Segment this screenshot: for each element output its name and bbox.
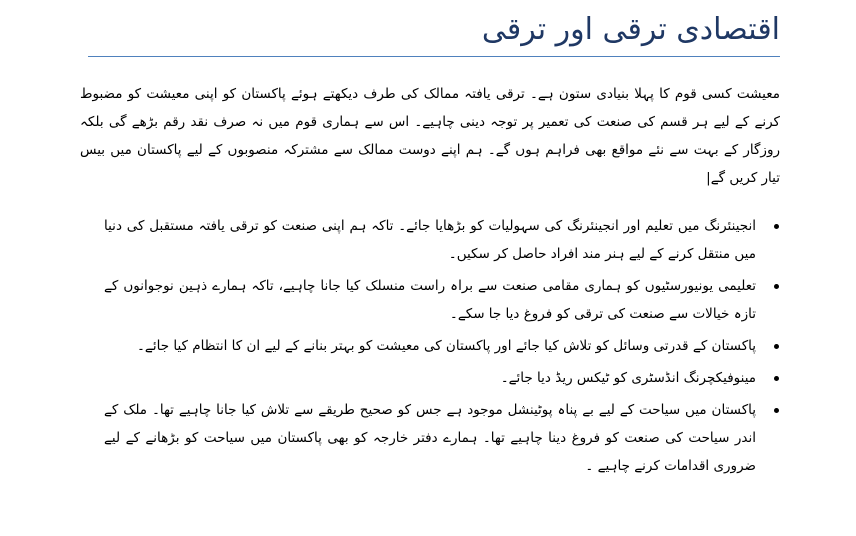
intro-paragraph: معیشت کسی قوم کا پہلا بنیادی ستون ہے۔ ترقی یافتہ ممالک کی طرف دیکھتے ہوئے پاکستان کو اپنی معیشت کو مضبوط کرنے کے لیے ہر قسم کی صنعت کی تعمیر پر توجہ دینی چاہیے۔ اس سے ہماری قوم میں نہ صرف نقد رقم بڑھے گی بلکہ روزگار کے بہت سے نئے مواقع بھی فراہم ہوں گے۔ ہم اپنے دوست ممالک سے مشترکہ منصوبوں کے لیے پاکستان میں بیس تیار کریں گے| <box>80 86 780 186</box>
bullet-item-5: پاکستان میں سیاحت کے لیے بے پناہ پوٹینشل موجود ہے جس کو صحیح طریقے سے تلاش کیا جانا چاہیے تھا۔ ملک کے اندر سیاحت کی صنعت کو فروغ دینا چاہیے تھا۔ ہمارے دفتر خارجہ کو بھی پاکستان میں سیاحت کو بڑھانے کے لیے ضروری اقدامات کرنے چاہیے ۔ <box>104 396 756 480</box>
bullet-list <box>104 212 756 484</box>
bullet-item-4: مینوفیکچرنگ انڈسٹری کو ٹیکس ریڈ دیا جائے۔ <box>104 364 756 392</box>
bullet-item-1: انجینئرنگ میں تعلیم اور انجینئرنگ کی سہولیات کو بڑھایا جائے۔ تاکہ ہم اپنی صنعت کو ترقی یافتہ مستقبل کی دنیا میں منتقل کرنے کے لیے ہنر مند افراد حاصل کر سکیں۔ <box>104 212 756 268</box>
bullet-item-2: تعلیمی یونیورسٹیوں کو ہماری مقامی صنعت سے براہ راست منسلک کیا جانا چاہیے، تاکہ ہمارے ذہین نوجوانوں کے تازہ خیالات سے صنعت کی ترقی کو فروغ دیا جا سکے۔ <box>104 272 756 328</box>
title-underline-divider <box>88 56 780 57</box>
bullet-item-3: پاکستان کے قدرتی وسائل کو تلاش کیا جائے اور پاکستان کی معیشت کو بہتر بنانے کے لیے ان کا انتظام کیا جائے۔ <box>104 332 756 360</box>
document-title: اقتصادی ترقی اور ترقی <box>481 12 780 47</box>
